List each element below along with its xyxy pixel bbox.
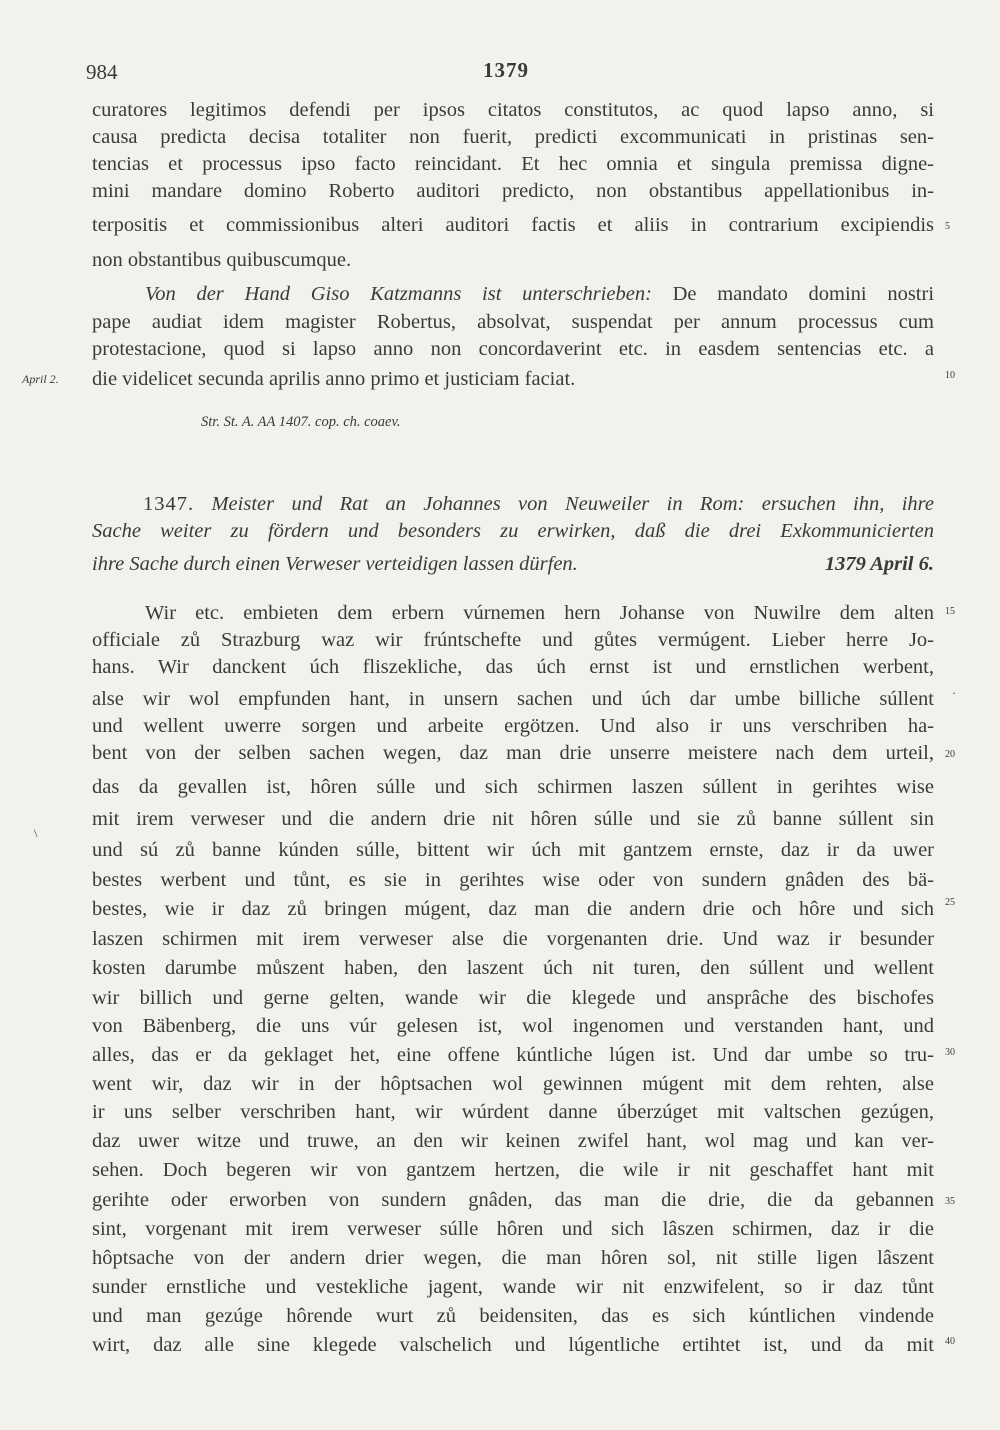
line-number: 30 <box>945 1047 955 1058</box>
body-line: das da gevallen ist, hôren súlle und sich schirmen laszen súllent in gerihtes wise <box>92 776 934 798</box>
source-citation: Str. St. A. AA 1407. cop. ch. coaev. <box>201 414 401 430</box>
signature-text: De mandato domini nostri <box>672 283 935 305</box>
page-header <box>0 58 1000 88</box>
body-line: hans. Wir danckent úch fliszekliche, das úch ernst ist und ernstlichen werbent, <box>92 656 934 678</box>
body-line: alse wir wol empfunden hant, in unsern sachen und úch dar umbe billiche súllent <box>92 688 934 710</box>
running-head-year: 1379 <box>483 58 529 82</box>
text-line: pape audiat idem magister Robertus, absolvat, suspendat per annum processus cum <box>92 311 934 333</box>
text-line: protestacione, quod si lapso anno non concordaverint etc. in easdem sentencias etc. a <box>92 338 934 360</box>
body-line: und wellent uwerre sorgen und arbeite ergötzen. Und also ir uns verschriben ha- <box>92 715 934 737</box>
margin-date: April 2. <box>22 372 59 386</box>
body-line: mit irem verweser und die andern drie nit hôren súlle und sie zů banne súllent sin <box>92 808 934 830</box>
body-line: bestes, wie ir daz zů bringen múgent, daz man die andern drie och hôre und sich <box>92 898 934 920</box>
signature-line <box>145 281 934 307</box>
body-line: daz uwer witze und truwe, an den wir keinen zwifel hant, wol mag und kan ver- <box>92 1130 934 1152</box>
document-title-line-3: ihre Sache durch einen Verweser verteidigen lassen dürfen. 1379 April 6. <box>92 553 934 575</box>
line-number: 35 <box>945 1196 955 1207</box>
body-line: alles, das er da geklaget het, eine offene kúntliche lúgen ist. Und dar umbe so tru- <box>92 1044 934 1066</box>
line-number: 40 <box>945 1336 955 1347</box>
body-line: sint, vorgenant mit irem verweser súlle hôren und sich lâszen schirmen, daz ir die <box>92 1218 934 1240</box>
body-line: sehen. Doch begeren wir von gantzem hertzen, die wile ir nit geschaffet hant mit <box>92 1159 934 1181</box>
body-line: hôptsache von der andern drier wegen, die man hôren sol, nit stille ligen lâszent <box>92 1247 934 1269</box>
page-number: 984 <box>86 60 118 84</box>
line-number: 5 <box>945 221 950 232</box>
body-line: officiale zů Strazburg waz wir frúntschefte und gůtes vermúgent. Lieber herre Jo- <box>92 629 934 651</box>
body-line: kosten darumbe můszent haben, den laszent úch nit turen, den súllent und wellent <box>92 957 934 979</box>
body-line: laszen schirmen mit irem verweser alse die vorgenanten drie. Und waz ir besunder <box>92 928 934 950</box>
body-line: und man gezúge hôrende wurt zů beidensiten, das es sich kúntlichen vindende <box>92 1305 934 1327</box>
body-line: sunder ernstliche und vestekliche jagent, wande wir nit enzwifelent, so ir daz tůnt <box>92 1276 934 1298</box>
line-number: 25 <box>945 897 955 908</box>
text-line: tencias et processus ipso facto reincidant. Et hec omnia et singula premissa digne- <box>92 153 934 175</box>
body-line: wirt, daz alle sine klegede valschelich und lúgentliche ertihtet ist, und da mit <box>92 1334 934 1356</box>
body-line: gerihte oder erworben von sundern gnâden, das man die drie, die da gebannen <box>92 1189 934 1211</box>
margin-mark: · <box>952 686 956 700</box>
document-number: 1347. <box>143 493 195 515</box>
line-number: 20 <box>945 749 955 760</box>
line-number: 10 <box>945 370 955 381</box>
text-line: mini mandare domino Roberto auditori predicto, non obstantibus appellationibus in- <box>92 180 934 202</box>
text-line: curatores legitimos defendi per ipsos citatos constitutos, ac quod lapso anno, si <box>92 99 934 121</box>
line-number: 15 <box>945 606 955 617</box>
body-line: bent von der selben sachen wegen, daz man drie unserre meistere nach dem urteil, <box>92 742 934 764</box>
signature-intro: Von der Hand Giso Katzmanns ist unterschrieben: <box>145 283 652 305</box>
body-line: wir billich und gerne gelten, wande wir die klegede und ansprâche des bischofes <box>92 987 934 1009</box>
text-line: non obstantibus quibuscumque. <box>92 249 352 271</box>
text-line: die videlicet secunda aprilis anno primo et justiciam faciat. <box>92 368 576 390</box>
document-date: 1379 April 6. <box>824 553 934 575</box>
body-line: ir uns selber verschriben hant, wir wúrdent danne úberzúget mit valtschen gezúgen, <box>92 1101 934 1123</box>
body-line: von Bäbenberg, die uns vúr gelesen ist, wol ingenomen und verstanden hant, und <box>92 1015 934 1037</box>
text-line: causa predicta decisa totaliter non fuerit, predicti excommunicati in pristinas sen- <box>92 126 934 148</box>
margin-mark: \ <box>34 826 38 840</box>
body-line: went wir, daz wir in der hôptsachen wol gewinnen múgent mit dem rehten, alse <box>92 1073 934 1095</box>
body-line: Wir etc. embieten dem erbern vúrnemen hern Johanse von Nuwilre dem alten <box>145 602 934 624</box>
body-line: bestes werbent und tůnt, es sie in gerihtes wise oder von sundern gnâden des bä- <box>92 869 934 891</box>
document-title-line-2: Sache weiter zu fördern und besonders zu erwirken, daß die drei Exkommunicierten <box>92 520 934 542</box>
document-title-line-1: 1347. Meister und Rat an Johannes von Neuweiler in Rom: ersuchen ihn, ihre <box>143 493 934 515</box>
body-line: und sú zů banne kúnden súlle, bittent wir úch mit gantzem ernste, daz ir da uwer <box>92 839 934 861</box>
text-line: terpositis et commissionibus alteri auditori factis et aliis in contrarium excipiendis <box>92 214 934 236</box>
